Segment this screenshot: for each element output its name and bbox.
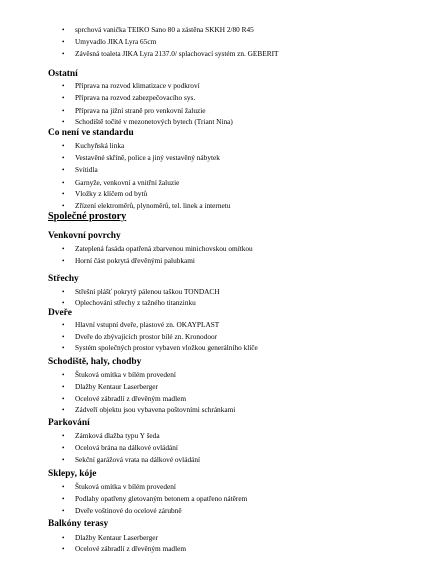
list-item: [62, 320, 219, 330]
list-item-text: Ocelové zábradlí z dřevěným madlem: [75, 394, 187, 403]
bullet-icon: [62, 332, 75, 342]
section-heading-spolecne-prostory: Společné prostory: [48, 211, 127, 222]
section-heading-schodiste-haly-chodby: Schodiště, haly, chodby: [48, 357, 142, 367]
bullet-icon: [62, 81, 75, 91]
list-item: [62, 189, 147, 199]
list-item: [62, 394, 186, 404]
list-item: [62, 443, 178, 453]
bullet-icon: [62, 320, 75, 330]
list-item-text: Hlavní vstupní dveře, plastové zn. OKAYPLAST: [75, 320, 220, 329]
list-item-text: Ocelové zábradlí z dřevěným madlem: [75, 544, 187, 553]
list-item: [62, 343, 258, 353]
list-item-text: Zateplená fasáda opatřená zbarvenou minichovskou omítkou: [75, 244, 253, 253]
list-item: [62, 153, 220, 163]
list-item-text: Podlahy opatřeny gletovaným betonem a opatřeno nátěrem: [75, 494, 248, 503]
section-heading-co-neni-ve-standardu: Co není ve standardu: [48, 128, 134, 138]
list-item-text: Ocelová brána na dálkové ovládání: [75, 443, 178, 452]
bullet-icon: [62, 533, 75, 543]
bullet-icon: [62, 544, 75, 554]
list-item: [62, 533, 158, 543]
bullet-icon: [62, 117, 75, 127]
list-item: [62, 256, 195, 266]
section-heading-parkovani: Parkování: [48, 418, 90, 428]
list-item-text: Horní část pokrytá dřevěnými palubkami: [75, 256, 195, 265]
list-item: [62, 506, 182, 516]
list-item-text: Vestavěné skříně, police a jiný vestavěný nábytek: [75, 153, 220, 162]
list-item-text: Dlažby Kentaur Laserberger: [75, 382, 158, 391]
bullet-icon: [62, 298, 75, 308]
bullet-icon: [62, 394, 75, 404]
list-item-text: Garnyže, venkovní a vnitřní žaluzie: [75, 178, 180, 187]
list-item: [62, 382, 158, 392]
bullet-icon: [62, 106, 75, 116]
bullet-icon: [62, 141, 75, 151]
bullet-icon: [62, 153, 75, 163]
list-item-text: Dveře do zbývajících prostor bílé zn. Kronodoor: [75, 332, 218, 341]
list-item-text: Zřízení elektroměrů, plynoměrů, tel. linek a internetu: [75, 201, 231, 210]
section-heading-strechy: Střechy: [48, 274, 79, 284]
list-item-text: Umyvadlo JIKA Lyra 65cm: [75, 37, 157, 46]
list-item-text: Systém společných prostor vybaven vložkou generálního klíče: [75, 343, 258, 352]
bullet-icon: [62, 93, 75, 103]
bullet-icon: [62, 506, 75, 516]
list-item: [62, 405, 235, 415]
section-heading-balkony-terasy: Balkóny terasy: [48, 519, 109, 529]
bullet-icon: [62, 494, 75, 504]
list-item: [62, 370, 176, 380]
list-item-text: Sekční garážová vrata na dálkové ovládání: [75, 455, 201, 464]
list-item-text: Schodiště točité v mezonetových bytech (Triant Nina): [75, 117, 233, 126]
list-item: [62, 201, 230, 211]
bullet-icon: [62, 482, 75, 492]
bullet-icon: [62, 256, 75, 266]
bullet-icon: [62, 244, 75, 254]
bullet-icon: [62, 49, 75, 59]
list-item: [62, 431, 160, 441]
list-item: [62, 93, 195, 103]
list-item-text: Svítidla: [75, 165, 98, 174]
list-item-text: Zámková dlažba typu Y šeda: [75, 431, 160, 440]
bullet-icon: [62, 25, 75, 35]
list-item: [62, 455, 200, 465]
list-item-text: Příprava na rozvod zabezpečovacího sys.: [75, 93, 196, 102]
list-item: [62, 106, 206, 116]
bullet-icon: [62, 201, 75, 211]
list-item: [62, 298, 196, 308]
list-item: [62, 49, 278, 59]
bullet-icon: [62, 189, 75, 199]
list-item-text: Vložky z klíčem od bytů: [75, 189, 148, 198]
list-item: [62, 25, 254, 35]
list-item: [62, 544, 186, 554]
list-item-text: sprchová vanička TEIKO Sano 80 a zástěna SKKH 2/80 R45: [75, 25, 254, 34]
section-heading-sklepy-koje: Sklepy, kóje: [48, 469, 97, 479]
list-item: [62, 178, 179, 188]
list-item: [62, 37, 156, 47]
bullet-icon: [62, 165, 75, 175]
list-item-text: Dlažby Kentaur Laserberger: [75, 533, 158, 542]
list-item: [62, 494, 247, 504]
bullet-icon: [62, 443, 75, 453]
bullet-icon: [62, 178, 75, 188]
bullet-icon: [62, 455, 75, 465]
bullet-icon: [62, 370, 75, 380]
bullet-icon: [62, 343, 75, 353]
list-item: [62, 482, 176, 492]
list-item: [62, 165, 98, 175]
bullet-icon: [62, 405, 75, 415]
list-item: [62, 117, 233, 127]
bullet-icon: [62, 382, 75, 392]
list-item-text: Oplechování střechy z tažného titanzinku: [75, 298, 196, 307]
list-item: [62, 332, 217, 342]
list-item-text: Štuková omítka v bílém provedení: [75, 370, 176, 379]
bullet-icon: [62, 37, 75, 47]
list-item-text: Zádveří objektu jsou vybavena poštovními schránkami: [75, 405, 236, 414]
list-item: [62, 141, 124, 151]
bullet-icon: [62, 287, 75, 297]
list-item: [62, 287, 220, 297]
section-heading-venkovni-povrchy: Venkovní povrchy: [48, 231, 121, 241]
bullet-icon: [62, 431, 75, 441]
list-item: [62, 81, 200, 91]
list-item-text: Střešní plášť pokrytý pálenou taškou TONDACH: [75, 287, 220, 296]
list-item-text: Příprava na jižní straně pro venkovní žaluzie: [75, 106, 206, 115]
list-item: [62, 244, 253, 254]
section-heading-dvere: Dveře: [48, 308, 72, 318]
list-item-text: Kuchyňská linka: [75, 141, 125, 150]
list-item-text: Štuková omítka v bílém provedení: [75, 482, 176, 491]
section-heading-ostatni: Ostatní: [48, 69, 78, 79]
list-item-text: Příprava na rozvod klimatizace v podkroví: [75, 81, 200, 90]
list-item-text: Závěsná toaleta JIKA Lyra 2137.0/ splachovací systém zn. GEBERIT: [75, 49, 279, 58]
list-item-text: Dveře voštinové do ocelové zárubně: [75, 506, 182, 515]
